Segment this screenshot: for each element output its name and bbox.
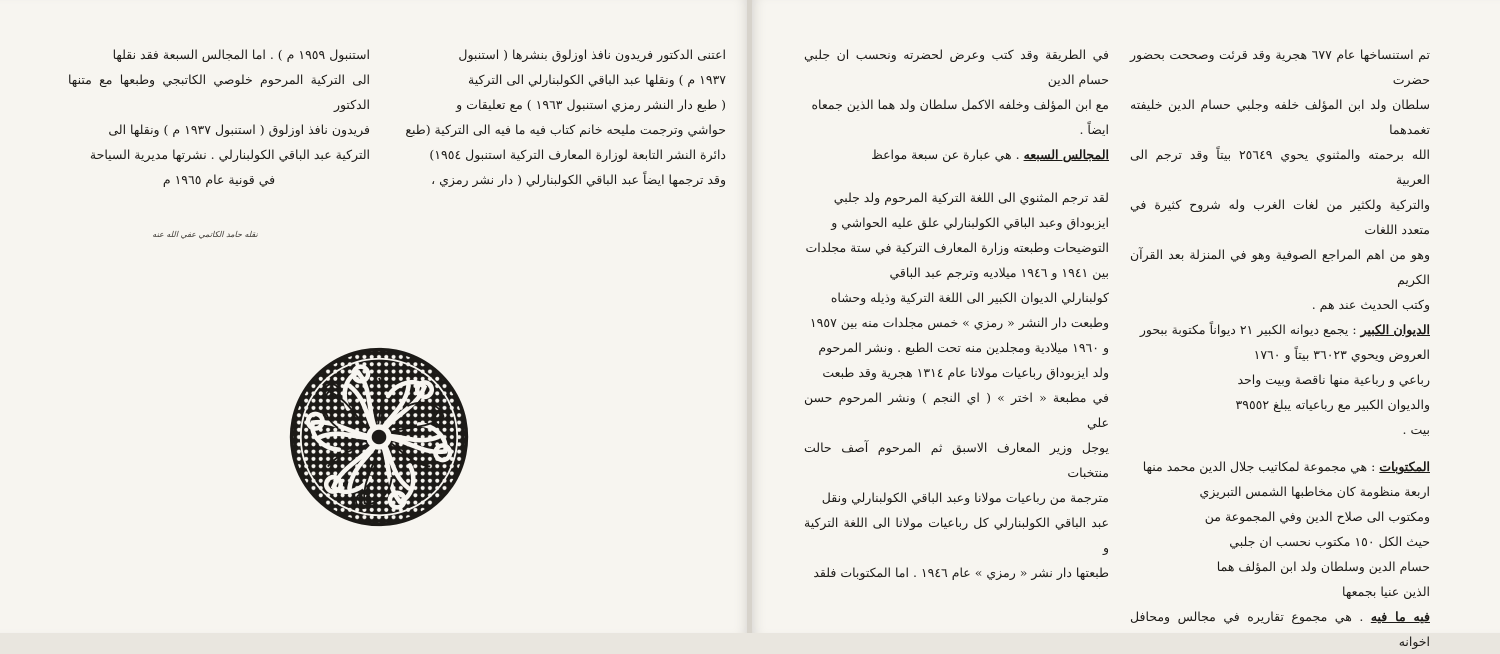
text-line: كولبنارلي الديوان الكبير الى اللغة التركية وذيله وحشاه [830, 290, 1109, 305]
text-line: وطبعت دار النشر « رمزي » خمس مجلدات منه بين ١٩٥٧ [809, 315, 1109, 330]
paragraph-gap [804, 167, 1109, 185]
text-line: ومكتوب الى صلاح الدين وفي المجموعة من [1204, 509, 1430, 524]
maktubat-entry [1130, 454, 1430, 479]
text-line: سلطان ولد ابن المؤلف خلفه وجلبي حسام الدين خليفته تغمدهما [1130, 97, 1430, 137]
text-line: و ١٩٦٠ ميلادية ومجلدين منه تحت الطبع . ونشر المرحوم [818, 340, 1109, 355]
majalis-entry [804, 142, 1109, 167]
diwan-entry [1130, 317, 1430, 342]
text-line: حسام الدين وسلطان ولد ابن المؤلف هما [1216, 559, 1430, 574]
text-line: التركية عبد الباقي الكولبنارلي . نشرتها مديرية السياحة [89, 147, 370, 162]
diwan-term: الديوان الكبير [1360, 322, 1430, 337]
text-line: يوجل وزير المعارف الاسبق ثم المرحوم آصف حالت منتخبات [804, 440, 1109, 480]
text-line: تم استنساخها عام ٦٧٧ هجرية وقد قرئت وصححت بحضور حضرت [1130, 47, 1430, 87]
text-line: ( طبع دار النشر رمزي استنبول ١٩٦٣ ) مع تعليقات و [456, 97, 726, 112]
text-line: فريدون نافذ اوزلوق ( استنبول ١٩٣٧ م ) ونقلها الى [108, 122, 370, 137]
maktubat-text: : هي مجموعة لمكاتيب جلال الدين محمد منها [1142, 459, 1380, 474]
text-line: اعتنى الدكتور فريدون نافذ اوزلوق بنشرها ( استنبول [458, 47, 726, 62]
paragraph-gap [1130, 442, 1430, 454]
text-line: دائرة النشر التابعة لوزارة المعارف التركية استنبول ١٩٥٤) [429, 147, 726, 162]
text-line: مع ابن المؤلف وخلفه الاكمل سلطان ولد هما الذين جمعاه [811, 97, 1109, 112]
text-line: حواشي وترجمت مليحه خانم كتاب فيه ما فيه الى التركية (طبع [405, 122, 726, 137]
text-line: اربعة منظومة كان مخاطبها الشمس التبريزي [1199, 484, 1430, 499]
text-line: الذين عنيا بجمعها [1342, 584, 1430, 599]
text-line: وهو من اهم المراجع الصوفية وهو في المنزلة بعد القرآن الكريم [1130, 247, 1430, 287]
text-line: حيث الكل ١٥٠ مكتوب نحسب ان جلبي [1229, 534, 1430, 549]
fihi-term: فيه ما فيه [1370, 609, 1430, 624]
text-line: طبعتها دار نشر « رمزي » عام ١٩٤٦ . اما المكتوبات فلقد [813, 565, 1109, 580]
text-line: مترجمة من رباعيات مولانا وعبد الباقي الكولبنارلي ونقل [821, 490, 1109, 505]
diwan-text: : يجمع ديوانه الكبير ٢١ ديواناً مكتوبة ببحور [1139, 322, 1361, 337]
left-page-column-left [68, 42, 370, 192]
text-line: الى التركية المرحوم خلوصي الكاتبجي وطبعها مع متنها الدكتور [68, 72, 370, 112]
left-page [0, 0, 748, 633]
text-line: والتركية ولكثير من لغات الغرب وله شروح كثيرة في متعدد اللغات [1130, 197, 1430, 237]
right-page-column-right [1130, 42, 1430, 654]
fihi-entry [1130, 604, 1430, 654]
text-line: بيت . [1402, 422, 1430, 437]
text-line: وقد ترجمها ايضاً عبد الباقي الكولبنارلي ( دار نشر رمزي ، [431, 172, 726, 187]
majalis-heading: المجالس السبعه [1023, 147, 1109, 162]
text-line: في مطبعة « اختر » ( اي النجم ) ونشر المرحوم حسن علي [804, 390, 1109, 430]
majalis-text: . هي عبارة عن سبعة مواعظ [871, 147, 1024, 162]
text-line: في الطريقة وقد كتب وعرض لحضرته ونحسب ان جلبي حسام الدين [804, 47, 1109, 87]
left-page-column-right [390, 42, 726, 192]
ornamental-medallion-icon [288, 346, 470, 528]
text-line: لقد ترجم المثنوي الى اللغة التركية المرحوم ولد جلبي [833, 190, 1109, 205]
right-page [752, 0, 1500, 649]
text-line: التوضيحات وطبعته وزارة المعارف التركية في ستة مجلدات [805, 240, 1109, 255]
text-line: ١٩٣٧ م ) ونقلها عبد الباقي الكولبنارلي الى التركية [468, 72, 726, 87]
text-line: استنبول ١٩٥٩ م ) . اما المجالس السبعة فقد نقلها [112, 47, 370, 62]
text-line: الله برحمته والمثنوي يحوي ٢٥٦٤٩ بيتاً وقد ترجم الى العربية [1130, 147, 1430, 187]
text-line: وكتب الحديث عند هم . [1311, 297, 1430, 312]
text-line: ولد ايزبوداق رباعيات مولانا عام ١٣١٤ هجرية وقد طبعت [822, 365, 1109, 380]
text-line: بين ١٩٤١ و ١٩٤٦ ميلاديه وترجم عبد الباقي [889, 265, 1109, 280]
text-line: ايضاً . [1079, 122, 1109, 137]
text-line: ايزبوداق وعبد الباقي الكولبنارلي علق عليه الحواشي و [831, 215, 1109, 230]
maktubat-term: المكتوبات [1379, 459, 1430, 474]
text-line: العروض ويحوي ٣٦٠٢٣ بيتاً و ١٧٦٠ [1253, 347, 1430, 362]
translator-signature: نقله حامد الكاتمي عفي الله عنه [152, 230, 258, 239]
text-line: في قونية عام ١٩٦٥ م [162, 172, 276, 187]
text-line: عبد الباقي الكولبنارلي كل رباعيات مولانا الى اللغة التركية و [804, 515, 1109, 555]
text-line: والديوان الكبير مع رباعياته يبلغ ٣٩٥٥٢ [1235, 397, 1430, 412]
text-line: رباعي و رباعية منها ناقصة وبيت واحد [1237, 372, 1430, 387]
right-page-column-left [804, 42, 1109, 585]
fihi-text: . هي مجموع تقاريره في مجالس ومحافل اخوانه [1130, 609, 1430, 649]
